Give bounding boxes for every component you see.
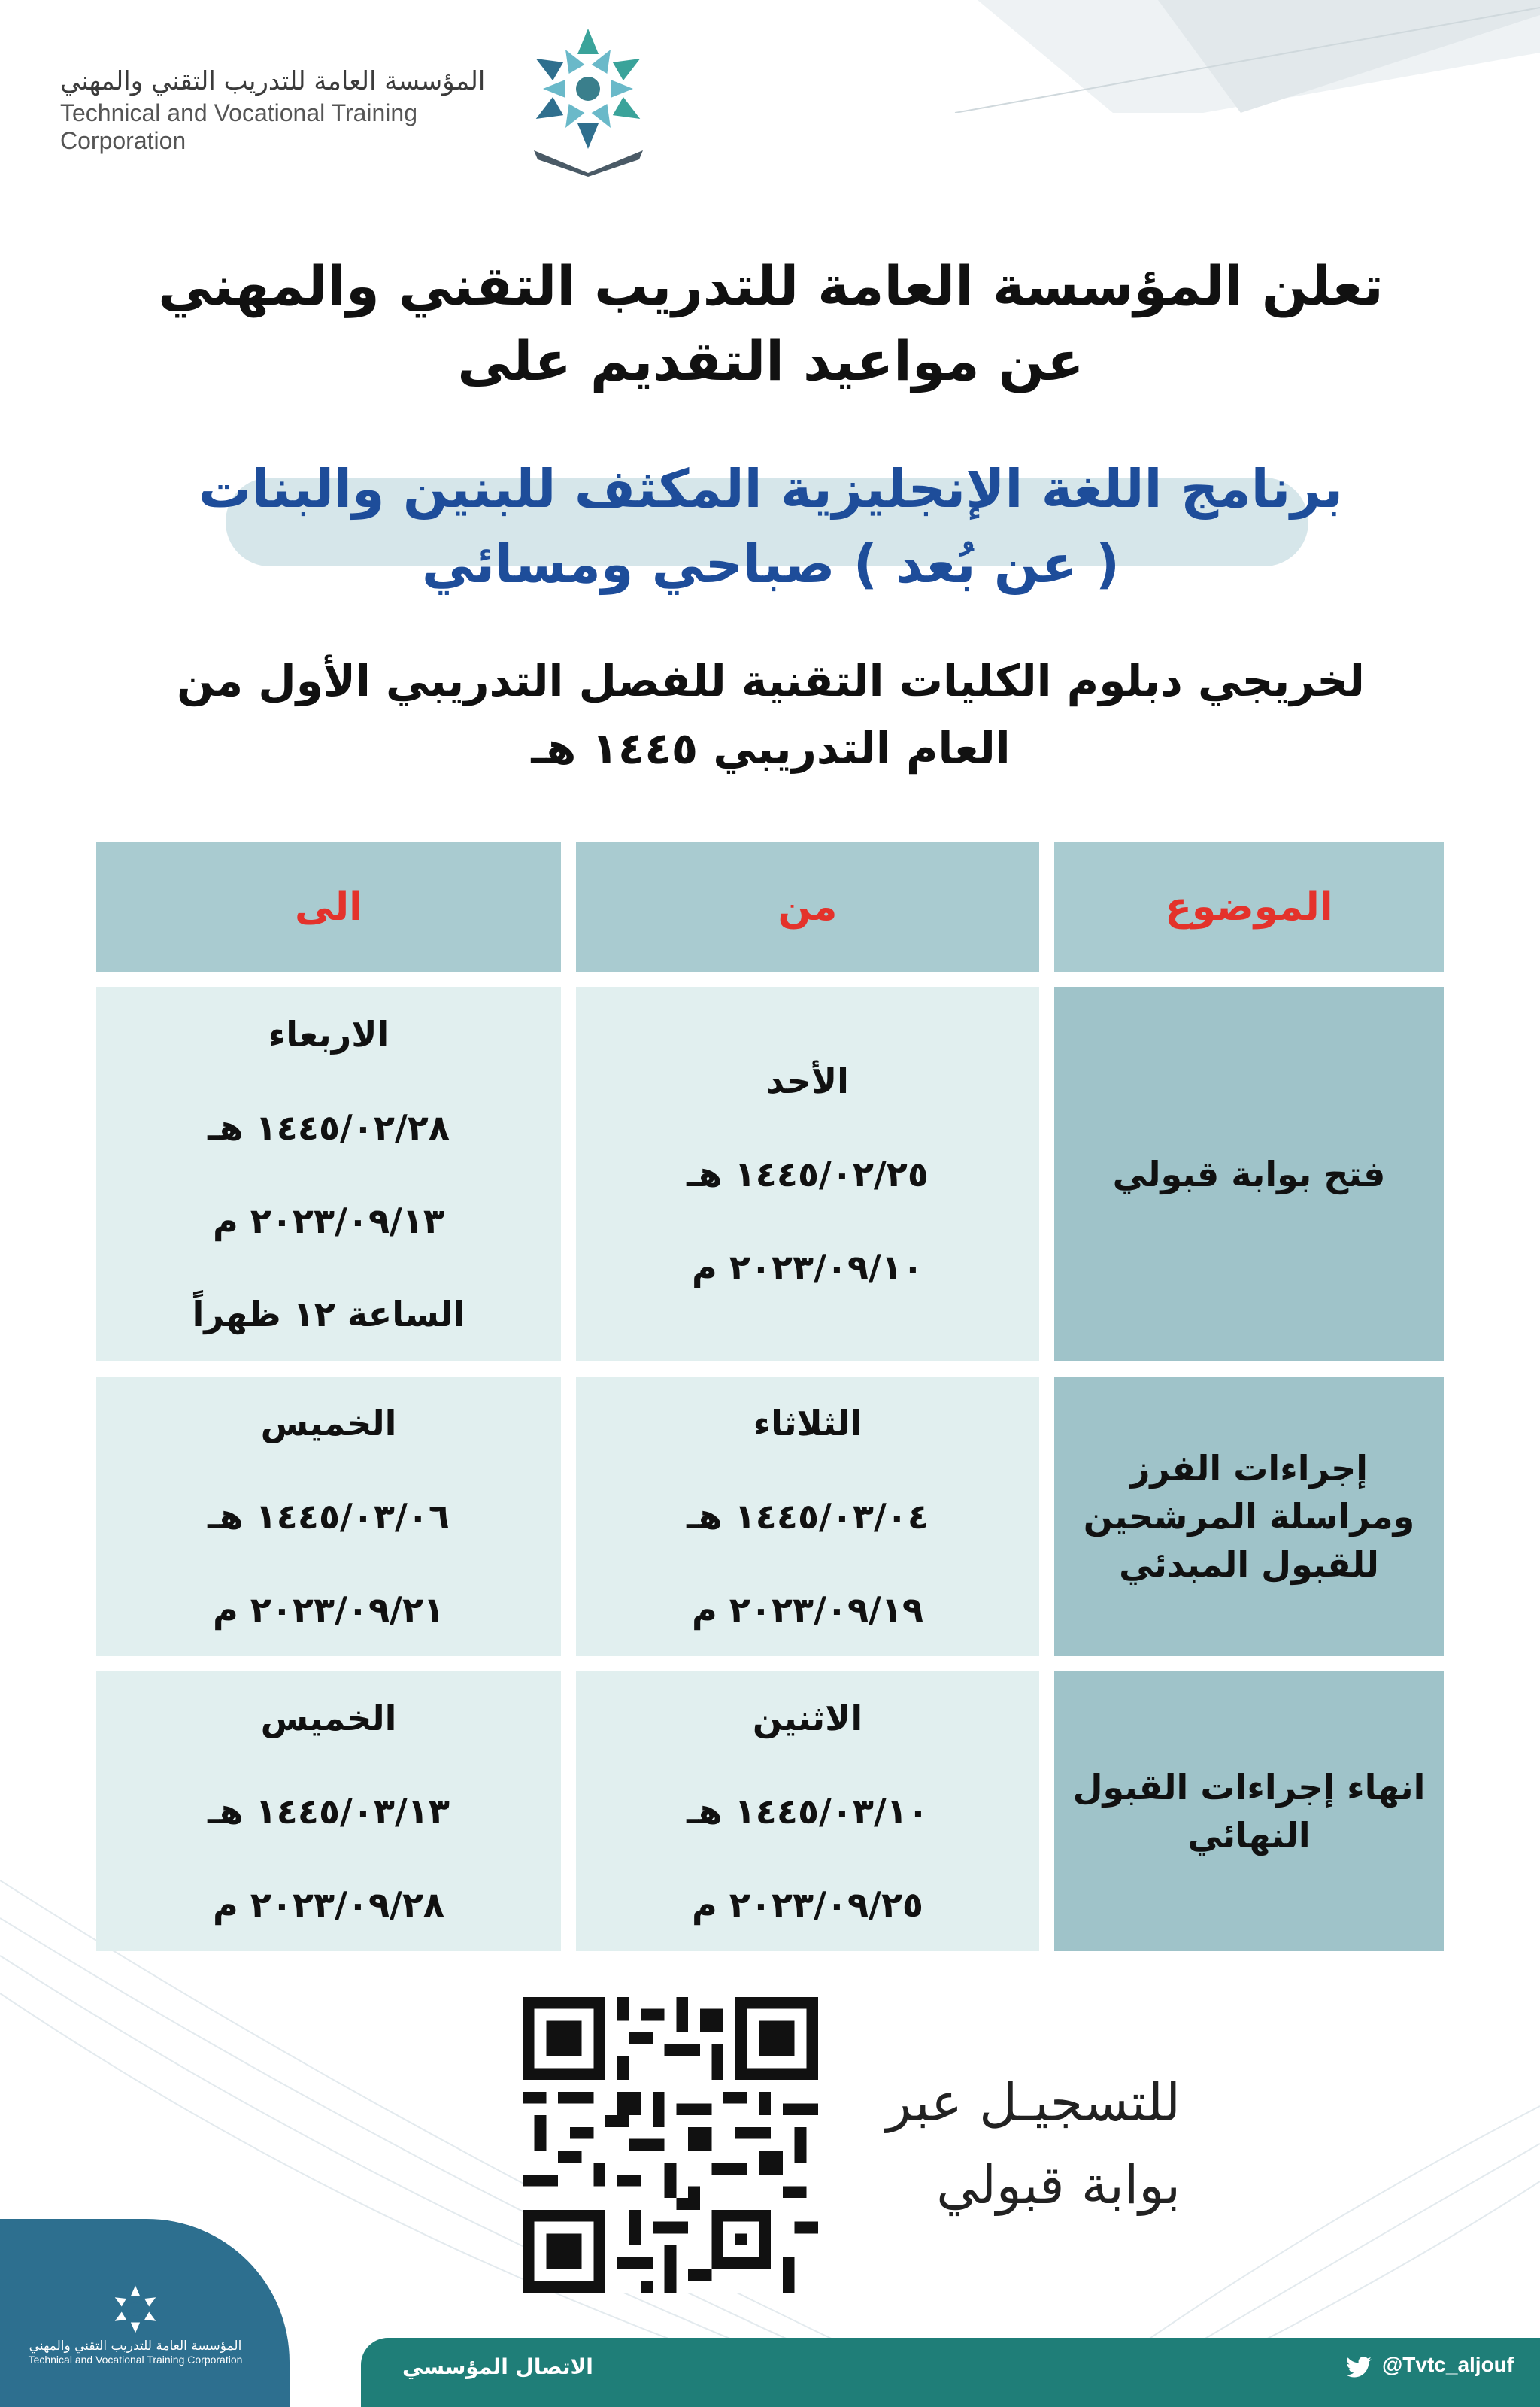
row-to [96, 1377, 561, 1656]
from-hijri: ١٤٤٥/٠٣/١٠ هـ [687, 1791, 929, 1832]
footer-org-en: Technical and Vocational Training Corporation [28, 2354, 243, 2366]
table-row [96, 1377, 1444, 1656]
from-hijri: ١٤٤٥/٠٣/٠٤ هـ [687, 1496, 929, 1537]
row-topic: انهاء إجراءات القبول النهائي [1054, 1671, 1444, 1951]
from-greg: ٢٠٢٣/٠٩/٢٥ م [692, 1884, 923, 1925]
row-topic: إجراءات الفرز ومراسلة المرشحين للقبول المبدئي [1054, 1377, 1444, 1656]
register-line-1: للتسجيـل عبر [886, 2072, 1181, 2133]
tvtc-logo-icon [519, 23, 658, 177]
twitter-icon[interactable] [1346, 2357, 1372, 2378]
from-greg: ٢٠٢٣/٠٩/١٩ م [692, 1589, 923, 1630]
footer-org-ar: المؤسسة العامة للتدريب التقني والمهني [29, 2339, 242, 2354]
row-topic: فتح بوابة قبولي [1054, 987, 1444, 1361]
header-from: من [576, 842, 1039, 972]
top-corner-decoration [887, 0, 1540, 113]
announcement-line-1: تعلن المؤسسة العامة للتدريب التقني والمهني [158, 254, 1384, 317]
qr-code[interactable] [523, 1997, 818, 2293]
footer-twitter-handle[interactable]: @Tvtc_aljouf [1382, 2353, 1514, 2376]
audience-line-1: لخريجي دبلوم الكليات التقنية للفصل التدريبي الأول من [177, 655, 1365, 706]
row-from [576, 987, 1039, 1361]
to-day: الاربعاء [268, 1014, 390, 1055]
tvtc-logo-icon [109, 2283, 162, 2336]
header-to: الى [96, 842, 561, 972]
org-name-en: Technical and Vocational Training Corporation [60, 99, 417, 154]
to-hijri: ١٤٤٥/٠٢/٢٨ هـ [208, 1107, 450, 1148]
footer-logo [23, 2283, 248, 2366]
register-text [865, 2061, 1181, 2226]
header-topic: الموضوع [1054, 842, 1444, 972]
to-greg: ٢٠٢٣/٠٩/١٣ م [213, 1200, 444, 1241]
program-line-2: ( عن بُعد ) صباحي ومسائي [421, 533, 1120, 595]
register-line-2: بوابة قبولي [936, 2154, 1181, 2216]
from-day: الثلاثاء [753, 1403, 862, 1443]
to-day: الخميس [260, 1403, 397, 1443]
program-title [90, 451, 1451, 602]
to-hijri: ١٤٤٥/٠٣/١٣ هـ [208, 1791, 450, 1832]
table-row [96, 1671, 1444, 1951]
to-day: الخميس [260, 1698, 397, 1738]
to-greg: ٢٠٢٣/٠٩/٢٨ م [213, 1884, 444, 1925]
to-hijri: ١٤٤٥/٠٣/٠٦ هـ [208, 1496, 450, 1537]
header-logo [53, 23, 669, 181]
row-to [96, 987, 561, 1361]
table-row [96, 987, 1444, 1361]
footer-department: الاتصال المؤسسي [402, 2354, 593, 2379]
from-day: الأحد [766, 1061, 849, 1101]
from-day: الاثنين [752, 1698, 863, 1738]
program-line-1: برنامج اللغة الإنجليزية المكثف للبنين والبنات [198, 458, 1344, 520]
row-from [576, 1377, 1039, 1656]
row-from [576, 1671, 1039, 1951]
table-header-row [96, 842, 1444, 972]
logo-text [60, 66, 511, 155]
announcement-line-2: عن مواعيد التقديم على [457, 329, 1084, 393]
row-to [96, 1671, 561, 1951]
to-time: الساعة ١٢ ظهراً [192, 1294, 465, 1334]
audience-text [90, 647, 1451, 782]
org-name-ar: المؤسسة العامة للتدريب التقني والمهني [60, 66, 486, 96]
announcement-title [90, 248, 1451, 399]
from-hijri: ١٤٤٥/٠٢/٢٥ هـ [687, 1154, 929, 1194]
audience-line-2: العام التدريبي ١٤٤٥ هـ [531, 723, 1011, 774]
to-greg: ٢٠٢٣/٠٩/٢١ م [213, 1589, 444, 1630]
from-greg: ٢٠٢٣/٠٩/١٠ م [692, 1247, 923, 1288]
